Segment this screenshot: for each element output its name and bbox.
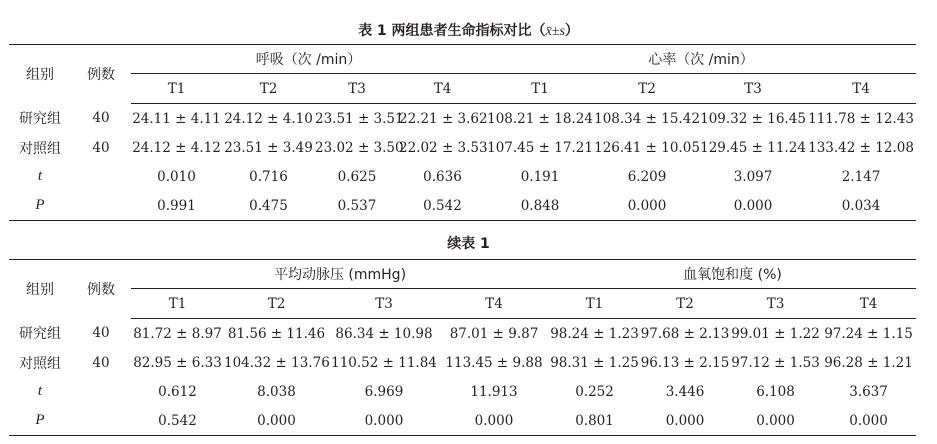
table-cell: 0.034 (841, 197, 881, 214)
row-label: 对照组 (19, 140, 61, 157)
subheader-cell: T2 (640, 289, 730, 319)
table-cell: 0.000 (474, 412, 514, 429)
row-count: 40 (92, 110, 110, 127)
table-cell: 3.637 (849, 383, 888, 400)
table-cell: 0.612 (158, 383, 197, 400)
table-cell: 133.42 ± 12.08 (808, 139, 914, 156)
table-cell: 24.12 ± 4.10 (224, 110, 313, 127)
table-row (9, 319, 916, 349)
subheader-cell: T4 (806, 74, 916, 104)
table-1-continued-caption: 续表 1 (447, 236, 490, 252)
table-2-subheader-row (9, 289, 916, 319)
row-label: P (35, 412, 45, 428)
table-cell: 97.68 ± 2.13 (640, 325, 730, 342)
table-cell: 113.45 ± 9.88 (445, 354, 543, 371)
table-cell: 0.000 (665, 412, 705, 429)
row-count (71, 406, 131, 436)
subheader-cell: T3 (315, 74, 399, 104)
table-row (9, 348, 916, 377)
table-1-subheader-row (9, 74, 916, 104)
table-cell: 82.95 ± 6.33 (133, 354, 222, 371)
table-cell: 81.72 ± 8.97 (133, 325, 222, 342)
table-1 (9, 44, 916, 221)
header-oxygen-saturation: 血氧饱和度 (%) (549, 260, 916, 289)
table-cell: 0.000 (756, 412, 795, 429)
table-cell: 23.51 ± 3.49 (224, 139, 313, 156)
table-cell: 22.02 ± 3.53 (399, 139, 488, 156)
row-label: 对照组 (19, 355, 61, 372)
header-respiration: 呼吸（次 /min） (131, 45, 486, 74)
table-cell: 3.097 (733, 168, 773, 185)
header-group: 组别 (26, 67, 54, 84)
row-count: 40 (92, 325, 110, 342)
table-1-header-row (9, 45, 916, 74)
table-cell: 97.12 ± 1.53 (731, 354, 820, 371)
table-row (9, 191, 916, 221)
table-cell: 6.108 (756, 383, 795, 400)
table-cell: 0.000 (733, 197, 773, 214)
table-1-continued (9, 259, 916, 436)
table-cell: 0.475 (249, 197, 288, 214)
table-1-caption (0, 21, 937, 42)
table-cell: 98.24 ± 1.23 (550, 325, 639, 342)
table-row (9, 406, 916, 436)
row-label: 研究组 (19, 326, 61, 343)
table-cell: 0.537 (337, 197, 377, 214)
subheader-cell: T4 (439, 289, 549, 319)
row-label: 研究组 (19, 111, 61, 128)
table-cell: 108.21 ± 18.24 (487, 110, 593, 127)
table-cell: 0.801 (575, 412, 614, 429)
row-count: 40 (92, 354, 110, 371)
subheader-cell: T1 (486, 74, 594, 104)
table-cell: 23.02 ± 3.50 (315, 139, 404, 156)
table-cell: 23.51 ± 3.51 (315, 110, 404, 127)
table-cell: 0.010 (157, 168, 196, 185)
table-cell: 22.21 ± 3.62 (399, 110, 488, 127)
table-cell: 110.52 ± 11.84 (331, 354, 437, 371)
table-cell: 98.31 ± 1.25 (550, 354, 639, 371)
table-cell: 8.038 (257, 383, 296, 400)
table-cell: 0.000 (627, 197, 667, 214)
table-1-caption-end: ） (564, 23, 579, 39)
table-cell: 0.848 (520, 197, 560, 214)
table-cell: 0.000 (364, 412, 404, 429)
table-cell: 0.991 (157, 197, 196, 214)
subheader-cell: T2 (224, 289, 329, 319)
table-cell: 104.32 ± 13.76 (224, 354, 330, 371)
table-cell: 0.252 (575, 383, 614, 400)
row-label: t (37, 168, 43, 184)
table-cell: 126.41 ± 10.05 (594, 139, 700, 156)
table-cell: 0.000 (849, 412, 888, 429)
subheader-cell: T4 (399, 74, 486, 104)
header-count: 例数 (87, 282, 115, 299)
header-mean-arterial-pressure: 平均动脉压 (mmHg) (131, 260, 549, 289)
row-count (71, 377, 131, 406)
table-cell: 0.191 (520, 168, 560, 185)
table-1-caption-main: 表 1 两组患者生命指标对比（ (358, 23, 546, 39)
table-cell: 109.32 ± 16.45 (700, 110, 806, 127)
table-2-header-row (9, 260, 916, 289)
table-cell: 129.45 ± 11.24 (700, 139, 806, 156)
subheader-cell: T1 (131, 289, 224, 319)
header-group: 组别 (26, 282, 54, 299)
table-cell: 0.716 (249, 168, 288, 185)
table-row (9, 162, 916, 191)
table-row (9, 133, 916, 162)
table-cell: 6.209 (627, 168, 667, 185)
subheader-cell: T1 (549, 289, 640, 319)
table-cell: 24.11 ± 4.11 (132, 110, 221, 127)
table-1-caption-stat: x̄±s (545, 24, 565, 39)
row-label: t (37, 383, 43, 399)
subheader-cell: T4 (821, 289, 916, 319)
table-cell: 0.542 (158, 412, 197, 429)
row-count (71, 191, 131, 221)
row-count (71, 162, 131, 191)
table-cell: 6.969 (364, 383, 404, 400)
table-cell: 2.147 (841, 168, 881, 185)
subheader-cell: T3 (329, 289, 439, 319)
table-cell: 99.01 ± 1.22 (731, 325, 820, 342)
table-cell: 24.12 ± 4.12 (132, 139, 221, 156)
table-cell: 108.34 ± 15.42 (594, 110, 700, 127)
table-cell: 3.446 (665, 383, 705, 400)
subheader-cell: T2 (222, 74, 315, 104)
header-heart-rate: 心率（次 /min） (486, 45, 916, 74)
table-cell: 81.56 ± 11.46 (227, 325, 326, 342)
table-cell: 87.01 ± 9.87 (449, 325, 539, 342)
table-cell: 96.28 ± 1.21 (824, 354, 913, 371)
subheader-cell: T3 (730, 289, 821, 319)
table-cell: 86.34 ± 10.98 (335, 325, 433, 342)
table-cell: 0.636 (423, 168, 462, 185)
header-count: 例数 (87, 67, 115, 84)
table-cell: 107.45 ± 17.21 (487, 139, 593, 156)
table-cell: 111.78 ± 12.43 (808, 110, 914, 127)
row-label: P (35, 197, 45, 213)
table-cell: 0.000 (257, 412, 296, 429)
row-count: 40 (92, 139, 110, 156)
table-cell: 96.13 ± 2.15 (640, 354, 730, 371)
table-row (9, 104, 916, 134)
table-row (9, 377, 916, 406)
table-cell: 11.913 (470, 383, 518, 400)
table-cell: 0.542 (423, 197, 462, 214)
table-cell: 0.625 (337, 168, 377, 185)
table-cell: 97.24 ± 1.15 (824, 325, 913, 342)
subheader-cell: T1 (131, 74, 222, 104)
subheader-cell: T2 (594, 74, 700, 104)
subheader-cell: T3 (700, 74, 806, 104)
